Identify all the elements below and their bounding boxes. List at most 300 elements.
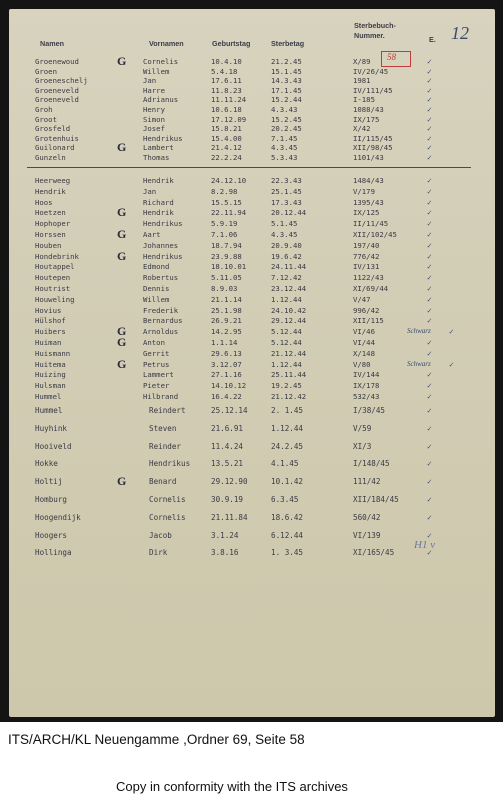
register-birthdate: 21.4.12 <box>211 143 242 153</box>
register-mark: G <box>117 248 127 263</box>
register-birthdate: 17.12.09 <box>211 114 247 124</box>
check-mark-icon: ✓ <box>427 114 432 124</box>
register-birthdate: 11.11.24 <box>211 95 247 105</box>
register-birthdate: 23.9.88 <box>211 251 242 261</box>
register-number: IX/175 <box>353 114 380 124</box>
register-name: Houtappel <box>35 262 75 272</box>
register-name: Hoogers <box>35 530 68 540</box>
check-mark-icon: ✓ <box>427 284 432 293</box>
register-deathdate: 15.2.44 <box>271 95 302 105</box>
register-number: 1101/43 <box>353 153 384 162</box>
register-number: XII/98/45 <box>353 143 393 153</box>
register-birthdate: 24.12.10 <box>211 176 247 185</box>
register-number: 1088/43 <box>353 105 384 114</box>
register-name: Hoetzen <box>35 208 66 218</box>
register-birthdate: 11.8.23 <box>211 85 242 95</box>
check-mark-icon: ✓ <box>427 381 432 391</box>
register-deathdate: 1.12.44 <box>271 294 302 304</box>
register-name: Hooiveld <box>35 441 72 451</box>
register-number: V/59 <box>353 423 372 433</box>
register-deathdate: 4.1.45 <box>271 459 299 469</box>
check-mark-icon: ✓ <box>427 95 432 105</box>
register-deathdate: 15.2.45 <box>271 114 302 124</box>
register-row <box>9 495 495 506</box>
register-row <box>9 392 495 403</box>
register-deathdate: 22.3.43 <box>271 176 302 185</box>
register-deathdate: 20.9.40 <box>271 240 302 250</box>
register-vorname: Edmond <box>143 262 170 272</box>
register-row <box>9 219 495 230</box>
register-deathdate: 24.2.45 <box>271 441 304 451</box>
register-birthdate: 11.4.24 <box>211 441 244 451</box>
register-deathdate: 5.1.45 <box>271 219 298 229</box>
register-deathdate: 4.3.45 <box>271 143 298 153</box>
register-name: Houtrist <box>35 284 71 293</box>
register-name: Grotenhuis <box>35 133 79 143</box>
register-deathdate: 23.12.44 <box>271 284 307 293</box>
register-name: Hülshof <box>35 316 66 326</box>
register-vorname: Josef <box>143 124 165 134</box>
page-stamp: 58 <box>387 52 396 62</box>
register-vorname: Johannes <box>143 240 179 250</box>
register-deathdate: 17.1.45 <box>271 85 302 95</box>
register-number: IX/178 <box>353 381 380 391</box>
register-row <box>9 381 495 392</box>
register-name: Huiman <box>35 338 62 347</box>
register-vorname: Jacob <box>149 530 172 540</box>
register-number: XII/102/45 <box>353 230 397 239</box>
register-name: Huismann <box>35 348 71 358</box>
register-number: V/80 <box>353 359 371 369</box>
register-birthdate: 26.9.21 <box>211 316 242 326</box>
register-vorname: Willem <box>143 294 170 304</box>
register-vorname: Willem <box>143 66 170 76</box>
register-birthdate: 21.1.14 <box>211 294 242 304</box>
register-name: Huizing <box>35 370 66 380</box>
register-row <box>9 295 495 306</box>
register-birthdate: 3.1.24 <box>211 530 239 540</box>
register-deathdate: 1.12.44 <box>271 359 302 369</box>
register-row <box>9 205 495 220</box>
register-birthdate: 22.11.94 <box>211 208 247 218</box>
register-number: X/42 <box>353 124 371 134</box>
register-deathdate: 7.12.42 <box>271 273 302 283</box>
register-birthdate: 18.7.94 <box>211 240 242 250</box>
register-number: 1484/43 <box>353 176 384 185</box>
register-name: Hummel <box>35 406 63 415</box>
check-mark-icon: ✓ <box>427 305 432 315</box>
register-birthdate: 7.1.06 <box>211 230 238 239</box>
register-name: Hummel <box>35 392 62 401</box>
register-row <box>9 284 495 295</box>
register-deathdate: 29.12.44 <box>271 316 307 326</box>
register-vorname: Jan <box>143 76 157 86</box>
register-vorname: Robertus <box>143 273 179 283</box>
register-deathdate: 5.3.43 <box>271 153 298 162</box>
header-geburtstag: Geburtstag <box>212 39 251 48</box>
register-name: Grosfeld <box>35 124 71 134</box>
check-mark-icon: ✓ <box>427 57 432 66</box>
check-mark-icon: ✓ <box>427 441 432 451</box>
register-vorname: Petrus <box>143 359 170 369</box>
check-mark-icon: ✓ <box>427 294 432 304</box>
register-row <box>9 248 495 263</box>
register-number: 532/43 <box>353 392 380 401</box>
register-birthdate: 5.4.18 <box>211 66 238 76</box>
register-name: Hulsman <box>35 381 66 391</box>
register-row <box>9 349 495 360</box>
register-vorname: Cornelis <box>149 512 186 522</box>
register-birthdate: 10.4.10 <box>211 57 242 66</box>
register-deathdate: 5.12.44 <box>271 327 302 337</box>
register-name: Holtij <box>35 477 63 487</box>
check-mark-icon: ✓ <box>427 423 432 433</box>
register-vorname: Steven <box>149 423 177 433</box>
register-number: IX/125 <box>353 208 380 218</box>
register-number: XI/69/44 <box>353 284 389 293</box>
register-name: Houben <box>35 240 62 250</box>
register-name: Hoos <box>35 197 53 207</box>
register-row <box>9 474 495 489</box>
check-mark-icon: ✓ <box>449 327 454 337</box>
register-number: VI/44 <box>353 338 375 347</box>
section-divider <box>27 167 471 168</box>
register-number: 1395/43 <box>353 197 384 207</box>
register-number: VI/139 <box>353 530 381 540</box>
register-birthdate: 29.12.90 <box>211 477 248 487</box>
register-vorname: Benard <box>149 477 177 487</box>
register-birthdate: 18.10.01 <box>211 262 247 272</box>
check-mark-icon: ✓ <box>427 208 432 218</box>
register-deathdate: 21.12.44 <box>271 348 307 358</box>
check-mark-icon: ✓ <box>427 495 432 504</box>
register-birthdate: 15.5.15 <box>211 197 242 207</box>
register-birthdate: 21.6.91 <box>211 423 244 433</box>
check-mark-icon: ✓ <box>427 338 432 347</box>
check-mark-icon: ✓ <box>427 273 432 283</box>
check-mark-icon: ✓ <box>427 105 432 114</box>
register-number: VI/46 <box>353 327 375 337</box>
register-vorname: Hendrikus <box>149 459 191 469</box>
register-mark: G <box>117 335 127 349</box>
register-birthdate: 5.11.05 <box>211 273 242 283</box>
archive-reference: ITS/ARCH/KL Neuengamme ,Ordner 69, Seite 58 <box>8 732 305 747</box>
register-birthdate: 8.2.98 <box>211 186 238 196</box>
register-deathdate: 15.1.45 <box>271 66 302 76</box>
register-deathdate: 2. 1.45 <box>271 406 304 415</box>
register-mark: G <box>117 205 127 220</box>
register-deathdate: 18.6.42 <box>271 512 304 522</box>
register-birthdate: 15.8.21 <box>211 124 242 134</box>
register-vorname: Hendrikus <box>143 251 183 261</box>
register-vorname: Arnoldus <box>143 327 179 337</box>
register-row <box>9 459 495 470</box>
register-name: Groeneveld <box>35 85 79 95</box>
register-deathdate: 20.12.44 <box>271 208 307 218</box>
check-mark-icon: ✓ <box>427 392 432 401</box>
check-mark-icon: ✓ <box>427 66 432 76</box>
register-row <box>9 176 495 187</box>
check-mark-icon: ✓ <box>449 359 454 369</box>
check-mark-icon: ✓ <box>427 316 432 326</box>
register-vorname: Lammert <box>143 370 174 380</box>
register-row <box>9 316 495 327</box>
register-row <box>9 241 495 252</box>
check-mark-icon: ✓ <box>427 251 432 261</box>
register-vorname: Hendrikus <box>143 133 183 143</box>
register-vorname: Frederik <box>143 305 179 315</box>
register-deathdate: 21.2.45 <box>271 57 302 66</box>
register-mark: G <box>117 227 127 241</box>
register-name: Hollinga <box>35 548 72 558</box>
register-birthdate: 1.1.14 <box>211 338 238 347</box>
register-birthdate: 15.4.00 <box>211 133 242 143</box>
check-mark-icon: ✓ <box>427 133 432 143</box>
header-nummer: Nummer. <box>354 31 385 40</box>
register-name: Groeneveld <box>35 95 79 105</box>
register-number: 1122/43 <box>353 273 384 283</box>
register-number: 776/42 <box>353 251 380 261</box>
check-mark-icon: ✓ <box>427 477 432 487</box>
header-e: E. <box>429 35 436 44</box>
register-number: II/115/45 <box>353 133 393 143</box>
register-vorname: Aart <box>143 230 161 239</box>
register-deathdate: 7.1.45 <box>271 133 298 143</box>
register-vorname: Cornelis <box>149 495 186 504</box>
register-row <box>9 306 495 317</box>
check-mark-icon: ✓ <box>427 512 432 522</box>
register-row <box>9 356 495 371</box>
register-vorname: Reinder <box>149 441 182 451</box>
register-number: X/89 <box>353 57 371 66</box>
register-mark: G <box>117 356 127 371</box>
check-mark-icon: ✓ <box>427 143 432 153</box>
register-name: Hokke <box>35 459 58 469</box>
register-deathdate: 24.10.42 <box>271 305 307 315</box>
register-name: Houtepen <box>35 273 71 283</box>
register-row <box>9 198 495 209</box>
check-mark-icon: ✓ <box>427 548 432 558</box>
register-row <box>9 442 495 453</box>
register-deathdate: 6.3.45 <box>271 495 299 504</box>
register-page <box>9 9 495 717</box>
register-deathdate: 6.12.44 <box>271 530 304 540</box>
register-mark: G <box>117 474 127 489</box>
register-birthdate: 25.1.98 <box>211 305 242 315</box>
register-deathdate: 1. 3.45 <box>271 548 304 558</box>
register-deathdate: 17.3.43 <box>271 197 302 207</box>
register-name: Huibers <box>35 327 66 337</box>
register-birthdate: 17.6.11 <box>211 76 242 86</box>
register-name: Groh <box>35 105 53 114</box>
register-name: Groen <box>35 66 57 76</box>
register-number: V/47 <box>353 294 371 304</box>
register-number: XII/115 <box>353 316 384 326</box>
register-row <box>9 406 495 417</box>
register-row <box>9 273 495 284</box>
register-name: Groeneschelj <box>35 76 88 86</box>
register-vorname: Adrianus <box>143 95 179 105</box>
register-row <box>9 335 495 349</box>
register-row <box>9 153 495 164</box>
check-mark-icon: ✓ <box>427 219 432 229</box>
register-vorname: Dirk <box>149 548 168 558</box>
register-number: V/179 <box>353 186 375 196</box>
register-number: XI/3 <box>353 441 372 451</box>
check-mark-icon: ✓ <box>427 262 432 272</box>
register-number: IV/131 <box>353 262 380 272</box>
register-name: Hophoper <box>35 219 71 229</box>
check-mark-icon: ✓ <box>427 240 432 250</box>
handwritten-page-number: 12 <box>451 23 469 43</box>
register-name: Groenewoud <box>35 57 79 66</box>
register-number: XII/184/45 <box>353 495 399 504</box>
register-number: 111/42 <box>353 477 381 487</box>
register-vorname: Hendrik <box>143 176 174 185</box>
register-birthdate: 3.12.07 <box>211 359 242 369</box>
register-name: Houweling <box>35 294 75 304</box>
check-mark-icon: ✓ <box>427 124 432 134</box>
register-birthdate: 22.2.24 <box>211 153 242 162</box>
register-vorname: Hilbrand <box>143 392 179 401</box>
register-vorname: Bernardus <box>143 316 183 326</box>
check-mark-icon: ✓ <box>427 153 432 162</box>
register-vorname: Pieter <box>143 381 170 391</box>
register-name: Hondebrink <box>35 251 79 261</box>
register-mark: G <box>117 324 127 339</box>
register-name: Homburg <box>35 495 68 504</box>
register-mark: G <box>117 54 127 68</box>
register-number: X/148 <box>353 348 375 358</box>
register-birthdate: 29.6.13 <box>211 348 242 358</box>
register-row <box>9 227 495 241</box>
register-birthdate: 5.9.19 <box>211 219 238 229</box>
register-name: Huyhink <box>35 423 68 433</box>
register-vorname: Richard <box>143 197 174 207</box>
check-mark-icon: ✓ <box>427 197 432 207</box>
check-mark-icon: ✓ <box>427 230 432 239</box>
register-deathdate: 14.3.43 <box>271 76 302 86</box>
check-mark-icon: ✓ <box>427 370 432 380</box>
register-row <box>9 424 495 435</box>
register-deathdate: 25.11.44 <box>271 370 307 380</box>
check-mark-icon: ✓ <box>427 186 432 196</box>
register-vorname: Harre <box>143 85 165 95</box>
header-vornamen: Vornamen <box>149 39 184 48</box>
register-vorname: Simon <box>143 114 165 124</box>
register-row <box>9 370 495 381</box>
check-mark-icon: ✓ <box>427 348 432 358</box>
register-number: I/38/45 <box>353 406 386 415</box>
check-mark-icon: ✓ <box>427 85 432 95</box>
register-number: I/148/45 <box>353 459 390 469</box>
register-row <box>9 324 495 339</box>
register-number: XI/165/45 <box>353 548 395 558</box>
check-mark-icon: ✓ <box>427 459 432 469</box>
register-birthdate: 13.5.21 <box>211 459 244 469</box>
register-name: Hoogendijk <box>35 512 81 522</box>
register-deathdate: 10.1.42 <box>271 477 304 487</box>
register-name: Gunzeln <box>35 153 66 162</box>
register-vorname: Henry <box>143 105 165 114</box>
register-birthdate: 8.9.03 <box>211 284 238 293</box>
header-sterbebuch: Sterbebuch- <box>354 21 396 30</box>
check-mark-icon: ✓ <box>427 76 432 86</box>
register-row <box>9 513 495 524</box>
register-number: 197/40 <box>353 240 380 250</box>
register-name: Heerweeg <box>35 176 71 185</box>
register-number: 560/42 <box>353 512 381 522</box>
register-row <box>9 187 495 198</box>
register-vorname: Gerrit <box>143 348 170 358</box>
register-birthdate: 30.9.19 <box>211 495 244 504</box>
register-deathdate: 25.1.45 <box>271 186 302 196</box>
register-number: II/11/45 <box>353 219 389 229</box>
register-number: 996/42 <box>353 305 380 315</box>
check-mark-icon: ✓ <box>427 530 432 540</box>
register-name: Hendrik <box>35 186 66 196</box>
register-number: 1981 <box>353 76 371 86</box>
register-number: IV/144 <box>353 370 380 380</box>
header-sterbetag: Sterbetag <box>271 39 305 48</box>
register-deathdate: 1.12.44 <box>271 423 304 433</box>
register-deathdate: 5.12.44 <box>271 338 302 347</box>
register-vorname: Thomas <box>143 153 170 162</box>
register-deathdate: 20.2.45 <box>271 124 302 134</box>
register-birthdate: 14.2.95 <box>211 327 242 337</box>
register-birthdate: 25.12.14 <box>211 406 248 415</box>
register-mark: G <box>117 140 127 155</box>
register-deathdate: 21.12.42 <box>271 392 307 401</box>
register-name: Groot <box>35 114 57 124</box>
register-deathdate: 24.11.44 <box>271 262 307 272</box>
header-namen: Namen <box>40 39 64 48</box>
register-row <box>9 262 495 273</box>
register-vorname: Dennis <box>143 284 170 293</box>
register-name: Guilonard <box>35 143 75 153</box>
register-vorname: Cornelis <box>143 57 179 66</box>
register-deathdate: 4.3.43 <box>271 105 298 114</box>
register-deathdate: 19.2.45 <box>271 381 302 391</box>
register-number: IV/26/45 <box>353 66 389 76</box>
register-birthdate: 16.4.22 <box>211 392 242 401</box>
register-name: Huitema <box>35 359 66 369</box>
register-note: Schwarz <box>407 327 431 336</box>
register-name: Hovius <box>35 305 62 315</box>
register-birthdate: 10.6.18 <box>211 105 242 114</box>
handwritten-mark: H1 v <box>414 539 436 551</box>
register-birthdate: 14.10.12 <box>211 381 247 391</box>
check-mark-icon: ✓ <box>427 176 432 185</box>
register-number: I-185 <box>353 95 375 105</box>
register-note: Schwarz <box>407 359 431 368</box>
register-birthdate: 21.11.84 <box>211 512 248 522</box>
register-vorname: Reindert <box>149 406 186 415</box>
register-deathdate: 4.3.45 <box>271 230 298 239</box>
register-vorname: Lambert <box>143 143 174 153</box>
register-birthdate: 3.8.16 <box>211 548 239 558</box>
conformity-note: Copy in conformity with the ITS archives <box>116 779 348 794</box>
register-vorname: Anton <box>143 338 165 347</box>
register-vorname: Jan <box>143 186 157 196</box>
register-vorname: Hendrik <box>143 208 174 218</box>
register-name: Horssen <box>35 230 66 239</box>
register-vorname: Hendrikus <box>143 219 183 229</box>
register-deathdate: 19.6.42 <box>271 251 302 261</box>
register-number: IV/111/45 <box>353 85 393 95</box>
register-birthdate: 27.1.16 <box>211 370 242 380</box>
check-mark-icon: ✓ <box>427 406 432 415</box>
